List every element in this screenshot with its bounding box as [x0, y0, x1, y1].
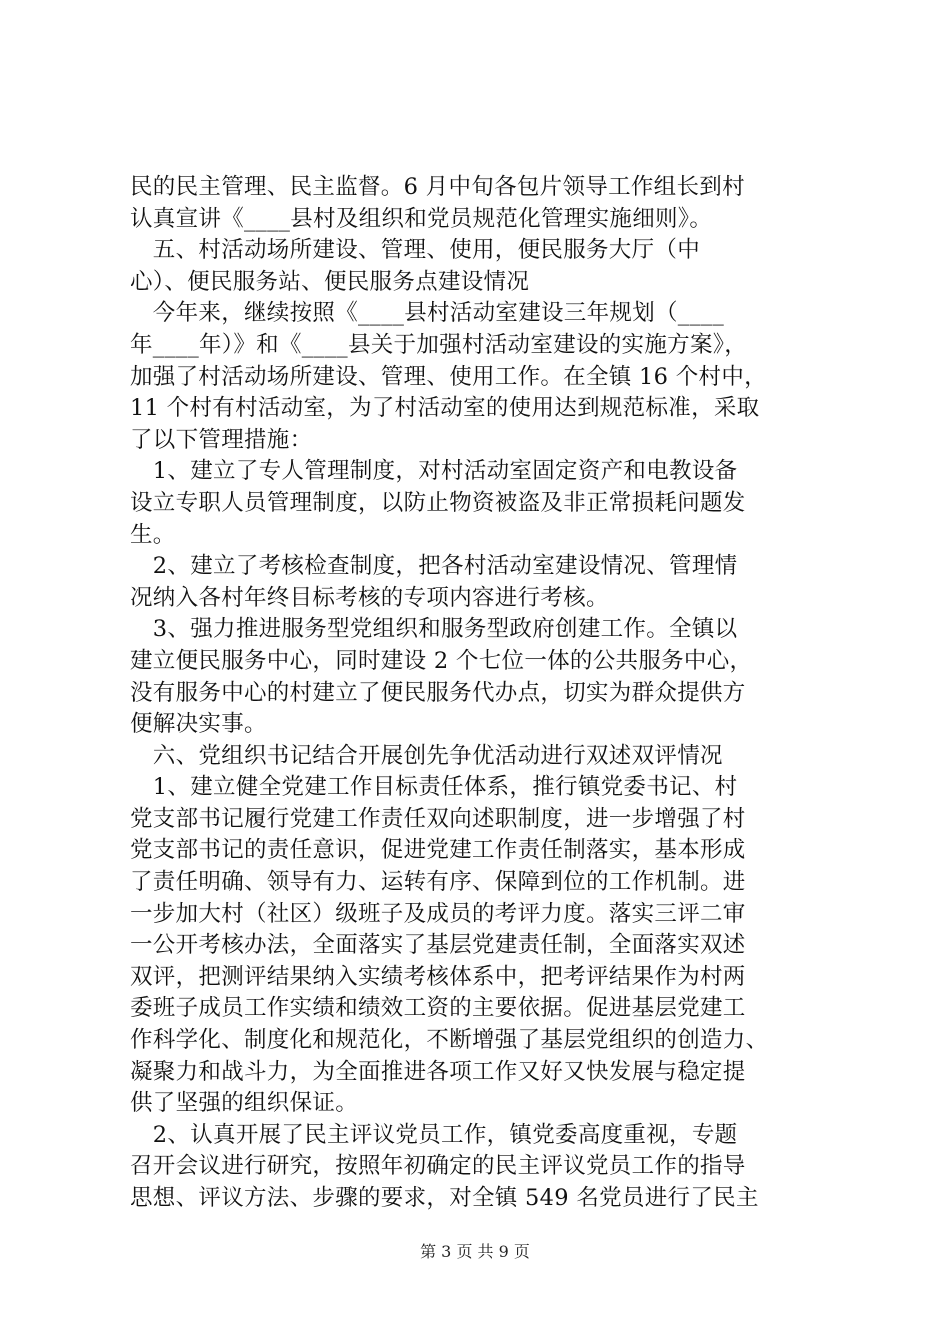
text-line: 1、建立了专人管理制度，对村活动室固定资产和电教设备 — [130, 458, 738, 485]
text-line: 六、党组织书记结合开展创先争优活动进行双述双评情况 — [130, 742, 723, 769]
text-line: 1、建立健全党建工作目标责任体系，推行镇党委书记、村 — [130, 774, 738, 801]
text-line: 民的民主管理、民主监督。6 月中旬各包片领导工作组长到村 — [130, 174, 745, 200]
text-line: 建立便民服务中心，同时建设 2 个七位一体的公共服务中心， — [130, 647, 753, 674]
text-line: 党支部书记履行党建工作责任双向述职制度，进一步增强了村 — [130, 805, 746, 832]
text-line: 党支部书记的责任意识，促进党建工作责任制落实，基本形成 — [130, 837, 746, 864]
text-line: 年____年）》和《____县关于加强村活动室建设的实施方案》， — [130, 331, 748, 358]
text-line: 加强了村活动场所建设、管理、使用工作。在全镇 16 个村中， — [130, 363, 767, 390]
text-line: 委班子成员工作实绩和绩效工资的主要依据。促进基层党建工 — [130, 995, 746, 1022]
text-line: 思想、评议方法、步骤的要求，对全镇 549 名党员进行了民主 — [130, 1185, 759, 1211]
text-line: 便解决实事。 — [130, 711, 267, 738]
text-line: 况纳入各村年终目标考核的专项内容进行考核。 — [130, 584, 609, 611]
text-line: 一公开考核办法，全面落实了基层党建责任制，全面落实双述 — [130, 932, 746, 959]
text-line: 了以下管理措施： — [130, 426, 313, 453]
text-line: 双评，把测评结果纳入实绩考核体系中，把考评结果作为村两 — [130, 963, 746, 990]
page-footer: 第 3 页 共 9 页 — [420, 1242, 530, 1261]
text-line: 一步加大村（社区）级班子及成员的考评力度。落实三评二审 — [130, 900, 746, 927]
text-line: 召开会议进行研究，按照年初确定的民主评议党员工作的指导 — [130, 1153, 746, 1180]
text-line: 凝聚力和战斗力，为全面推进各项工作又好又快发展与稳定提 — [130, 1058, 746, 1085]
text-line: 3、强力推进服务型党组织和服务型政府创建工作。全镇以 — [130, 616, 738, 643]
document-body — [130, 172, 830, 1215]
text-line: 2、建立了考核检查制度，把各村活动室建设情况、管理情 — [130, 553, 738, 580]
text-line: 五、村活动场所建设、管理、使用，便民服务大厅（中 — [130, 237, 701, 264]
text-line: 供了坚强的组织保证。 — [130, 1090, 359, 1117]
text-line: 生。 — [130, 521, 176, 548]
text-line: 心）、便民服务站、便民服务点建设情况 — [130, 268, 530, 295]
text-line: 了责任明确、领导有力、运转有序、保障到位的工作机制。进 — [130, 869, 746, 896]
text-line: 11 个村有村活动室，为了村活动室的使用达到规范标准，采取 — [130, 395, 760, 422]
text-line: 设立专职人员管理制度，以防止物资被盗及非正常损耗问题发 — [130, 489, 746, 516]
text-line: 2、认真开展了民主评议党员工作，镇党委高度重视，专题 — [130, 1121, 738, 1148]
text-line: 今年来，继续按照《____县村活动室建设三年规划（____ — [130, 300, 725, 327]
text-line: 作科学化、制度化和规范化，不断增强了基层党组织的创造力、 — [130, 1027, 769, 1054]
text-line: 认真宣讲《____县村及组织和党员规范化管理实施细则》。 — [130, 205, 713, 232]
text-line: 没有服务中心的村建立了便民服务代办点，切实为群众提供方 — [130, 679, 746, 706]
